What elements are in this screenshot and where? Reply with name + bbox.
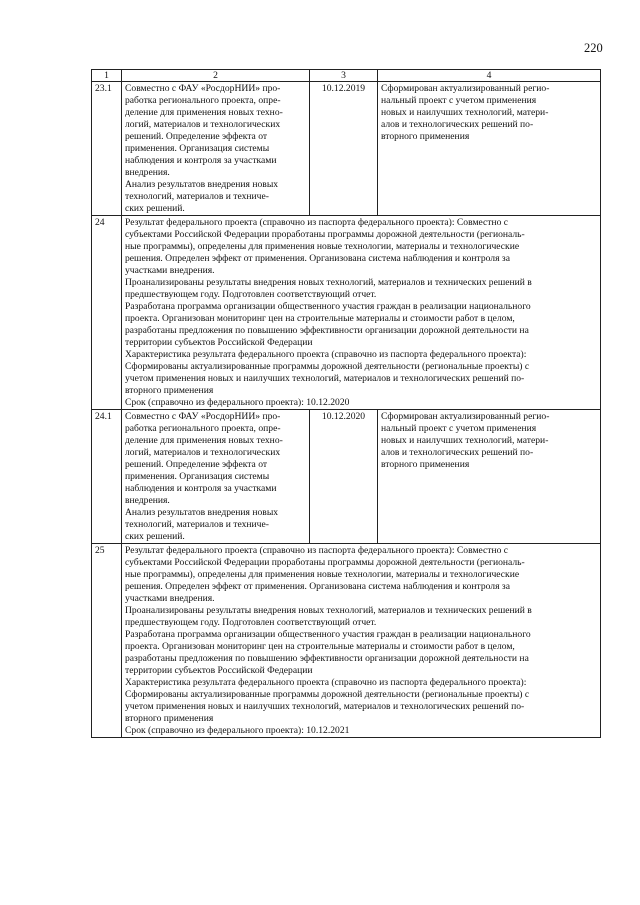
text-line: Разработана программа организации общественного участия граждан в реализации национального bbox=[125, 301, 531, 312]
text-line: внедрения. bbox=[125, 167, 170, 178]
text-line: деление для применения новых техно- bbox=[125, 435, 283, 446]
text-line: Характеристика результата федерального проекта (справочно из паспорта федерального проекта): bbox=[125, 349, 527, 360]
text-line: Срок (справочно из федерального проекта): 10.12.2021 bbox=[125, 725, 350, 736]
text-line: работка регионального проекта, опре- bbox=[125, 423, 281, 434]
text-line: Результат федерального проекта (справочно из паспорта федерального проекта): Совместно с bbox=[125, 217, 509, 228]
text-line: вторного применения bbox=[125, 713, 214, 724]
text-line: ные программы), определены для применения новые технологии, материалы и технологические bbox=[125, 569, 520, 580]
text-line: логий, материалов и технологических bbox=[125, 119, 281, 130]
task-result bbox=[378, 82, 601, 216]
text-line: Анализ результатов внедрения новых bbox=[125, 179, 279, 190]
text-line: решений. Определение эффекта от bbox=[125, 131, 268, 142]
text-line: разработаны предложения по повышению эффективности организации дорожной деятельности на bbox=[125, 325, 529, 336]
text-line: Проанализированы результаты внедрения новых технологий, материалов и технических решений в bbox=[125, 605, 532, 616]
result-row bbox=[92, 544, 601, 738]
text-line: новых и наилучших технологий, матери- bbox=[381, 435, 549, 446]
deadline-date: 10.12.2019 bbox=[310, 82, 378, 216]
text-line: ских решений. bbox=[125, 203, 185, 214]
text-line: применения. Организация системы bbox=[125, 143, 270, 154]
text-line: Характеристика результата федерального проекта (справочно из паспорта федерального проекта): bbox=[125, 677, 527, 688]
row-number: 24 bbox=[92, 216, 122, 410]
text-line: Проанализированы результаты внедрения новых технологий, материалов и технических решений в bbox=[125, 277, 532, 288]
column-number: 2 bbox=[122, 70, 310, 82]
text-line: нальный проект с учетом применения bbox=[381, 423, 537, 434]
text-line: технологий, материалов и техниче- bbox=[125, 519, 269, 530]
text-line: Совместно с ФАУ «РосдорНИИ» про- bbox=[125, 83, 281, 94]
text-line: наблюдения и контроля за участками bbox=[125, 155, 277, 166]
text-line: технологий, материалов и техниче- bbox=[125, 191, 269, 202]
column-number: 4 bbox=[378, 70, 601, 82]
task-description bbox=[122, 410, 310, 544]
text-line: новых и наилучших технологий, матери- bbox=[381, 107, 549, 118]
text-line: Совместно с ФАУ «РосдорНИИ» про- bbox=[125, 411, 281, 422]
text-line: алов и технологических решений по- bbox=[381, 447, 534, 458]
column-number: 1 bbox=[92, 70, 122, 82]
column-number-row bbox=[92, 70, 601, 82]
text-line: субъектами Российской Федерации проработаны программы дорожной деятельности (региональ- bbox=[125, 229, 525, 240]
plan-table bbox=[91, 69, 601, 738]
text-line: вторного применения bbox=[381, 131, 470, 142]
text-line: алов и технологических решений по- bbox=[381, 119, 534, 130]
row-number: 23.1 bbox=[92, 82, 122, 216]
text-line: Анализ результатов внедрения новых bbox=[125, 507, 279, 518]
deadline-date: 10.12.2020 bbox=[310, 410, 378, 544]
text-line: учетом применения новых и наилучших технологий, материалов и технологических решений по- bbox=[125, 373, 525, 384]
text-line: учетом применения новых и наилучших технологий, материалов и технологических решений по- bbox=[125, 701, 525, 712]
task-row bbox=[92, 410, 601, 544]
result-row bbox=[92, 216, 601, 410]
text-line: предшествующем году. Подготовлен соответствующий отчет. bbox=[125, 617, 377, 628]
text-line: участками внедрения. bbox=[125, 593, 215, 604]
text-line: Срок (справочно из федерального проекта): 10.12.2020 bbox=[125, 397, 350, 408]
column-number: 3 bbox=[310, 70, 378, 82]
text-line: разработаны предложения по повышению эффективности организации дорожной деятельности на bbox=[125, 653, 529, 664]
text-line: ских решений. bbox=[125, 531, 185, 542]
text-line: Сформирован актуализированный регио- bbox=[381, 83, 550, 94]
text-line: предшествующем году. Подготовлен соответствующий отчет. bbox=[125, 289, 377, 300]
text-line: Разработана программа организации общественного участия граждан в реализации национального bbox=[125, 629, 531, 640]
text-line: применения. Организация системы bbox=[125, 471, 270, 482]
text-line: решений. Определение эффекта от bbox=[125, 459, 268, 470]
text-line: Сформирован актуализированный регио- bbox=[381, 411, 550, 422]
text-line: субъектами Российской Федерации проработаны программы дорожной деятельности (региональ- bbox=[125, 557, 525, 568]
task-description bbox=[122, 82, 310, 216]
page-number: 220 bbox=[584, 41, 603, 55]
text-line: проекта. Организован мониторинг цен на строительные материалы и стоимости работ в целом, bbox=[125, 313, 515, 324]
result-description bbox=[122, 216, 601, 410]
text-line: проекта. Организован мониторинг цен на строительные материалы и стоимости работ в целом, bbox=[125, 641, 515, 652]
text-line: решения. Определен эффект от применения. Организована система наблюдения и контроля за bbox=[125, 581, 510, 592]
row-number: 24.1 bbox=[92, 410, 122, 544]
text-line: работка регионального проекта, опре- bbox=[125, 95, 281, 106]
text-line: логий, материалов и технологических bbox=[125, 447, 281, 458]
text-line: внедрения. bbox=[125, 495, 170, 506]
text-line: наблюдения и контроля за участками bbox=[125, 483, 277, 494]
text-line: территории субъектов Российской Федерации bbox=[125, 665, 313, 676]
task-result bbox=[378, 410, 601, 544]
text-line: нальный проект с учетом применения bbox=[381, 95, 537, 106]
text-line: вторного применения bbox=[125, 385, 214, 396]
text-line: Результат федерального проекта (справочно из паспорта федерального проекта): Совместно с bbox=[125, 545, 509, 556]
text-line: вторного применения bbox=[381, 459, 470, 470]
task-row bbox=[92, 82, 601, 216]
text-line: Сформированы актуализированные программы дорожной деятельности (региональные проекты) с bbox=[125, 689, 530, 700]
text-line: Сформированы актуализированные программы дорожной деятельности (региональные проекты) с bbox=[125, 361, 530, 372]
text-line: ные программы), определены для применения новые технологии, материалы и технологические bbox=[125, 241, 520, 252]
text-line: решения. Определен эффект от применения. Организована система наблюдения и контроля за bbox=[125, 253, 510, 264]
result-description bbox=[122, 544, 601, 738]
row-number: 25 bbox=[92, 544, 122, 738]
text-line: участками внедрения. bbox=[125, 265, 215, 276]
plan-table-body bbox=[92, 70, 601, 738]
text-line: деление для применения новых техно- bbox=[125, 107, 283, 118]
text-line: территории субъектов Российской Федерации bbox=[125, 337, 313, 348]
